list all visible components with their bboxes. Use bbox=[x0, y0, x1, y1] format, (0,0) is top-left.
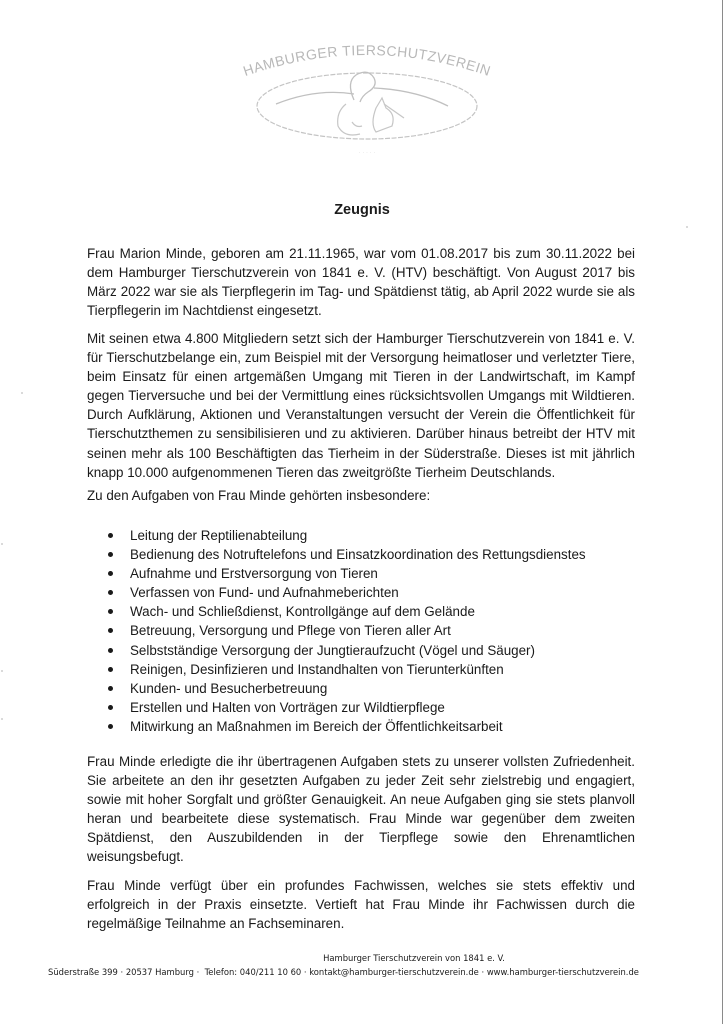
list-item: Betreuung, Versorgung und Pflege von Tieren aller Art bbox=[105, 621, 586, 640]
list-item: Bedienung des Notruftelefons und Einsatzkoordination des Rettungsdienstes bbox=[105, 545, 586, 564]
bullet-icon bbox=[108, 705, 113, 710]
organization-logo bbox=[236, 42, 498, 162]
list-item: Verfassen von Fund- und Aufnahmeberichten bbox=[105, 583, 586, 602]
footer-website[interactable]: www.hamburger-tierschutzverein.de bbox=[486, 967, 639, 977]
dog-icon bbox=[373, 98, 404, 132]
list-item: Selbstständige Versorgung der Jungtieraufzucht (Vögel und Säuger) bbox=[105, 641, 586, 660]
list-item: Aufnahme und Erstversorgung von Tieren bbox=[105, 564, 586, 583]
logo-ellipse bbox=[257, 73, 477, 139]
svg-text:· · · · ·: · · · · · bbox=[358, 150, 376, 156]
bullet-icon bbox=[108, 609, 113, 614]
document-title: Zeugnis bbox=[334, 202, 390, 218]
tasks-intro: Zu den Aufgaben von Frau Minde gehörten insbesondere: bbox=[87, 488, 431, 503]
footer-contact bbox=[48, 967, 724, 977]
bullet-icon bbox=[108, 571, 113, 576]
task-list bbox=[105, 526, 586, 736]
page-edge bbox=[722, 0, 723, 1024]
footer-address: Süderstraße 399 · 20537 Hamburg · bbox=[48, 967, 200, 977]
list-item: Wach- und Schließdienst, Kontrollgänge auf dem Gelände bbox=[105, 602, 586, 621]
bullet-icon bbox=[108, 552, 113, 557]
logo-text: HAMBURGER TIERSCHUTZVEREIN bbox=[241, 42, 493, 79]
footer-email[interactable]: kontakt@hamburger-tierschutzverein.de bbox=[309, 967, 479, 977]
bullet-icon bbox=[108, 533, 113, 538]
list-item: Leitung der Reptilienabteilung bbox=[105, 526, 586, 545]
cat-icon bbox=[338, 104, 362, 135]
scan-speck bbox=[1, 670, 3, 672]
list-item: Kunden- und Besucherbetreuung bbox=[105, 679, 586, 698]
bullet-icon bbox=[108, 628, 113, 633]
performance-paragraph: Frau Minde erledigte die ihr übertragenen Aufgaben stets zu unserer vollsten Zufriedenheit. Sie arbeitete an den ihr gesetzten Aufgaben zu jeder Zeit sehr zielstrebig und engagiert, sowie mit hoher Sorgfalt und größter Genauigkeit. An neue Aufgaben ging sie stets planvoll heran und bearbeitete diese systematisch. Frau Minde war gegenüber dem zweiten Spätdienst, den Auszubildenden in der Tierpflege sowie den Ehrenamtlichen weisungsbefugt. bbox=[87, 754, 635, 865]
organization-paragraph: Mit seinen etwa 4.800 Mitgliedern setzt sich der Hamburger Tierschutzverein von 1841 e. V. für Tierschutzbelange ein, zum Beispiel mit der Versorgung heimatloser und verletzter Tiere, beim Einsatz für einen artgemäßen Umgang mit Tieren in der Landwirtschaft, im Kampf gegen Tierversuche und bei der Vermittlung eines rücksichtsvollen Umgangs mit Wildtieren. Durch Aufklärung, Aktionen und Veranstaltungen versucht der Verein die Öffentlichkeit für Tierschutzthemen zu sensibilisieren und zu aktivieren. Darüber hinaus betreibt der HTV mit seinen mehr als 100 Beschäftigten das Tierheim in der Süderstraße. Dieses ist mit jährlich knapp 10.000 aufgenommenen Tieren das zweitgrößte Tierheim Deutschlands. bbox=[87, 331, 635, 480]
list-item: Mitwirkung an Maßnahmen im Bereich der Öffentlichkeitsarbeit bbox=[105, 717, 586, 736]
footer-separator: · bbox=[478, 967, 487, 977]
scan-speck bbox=[686, 226, 688, 228]
scan-speck bbox=[1, 543, 3, 545]
bullet-icon bbox=[108, 667, 113, 672]
scan-speck bbox=[21, 392, 23, 394]
footer-phone: Telefon: 040/211 10 60 · bbox=[204, 967, 307, 977]
bullet-icon bbox=[108, 648, 113, 653]
list-item: Erstellen und Halten von Vorträgen zur Wildtierpflege bbox=[105, 698, 586, 717]
list-item: Reinigen, Desinfizieren und Instandhalten von Tierunterkünften bbox=[105, 660, 586, 679]
employment-paragraph: Frau Marion Minde, geboren am 21.11.1965, war vom 01.08.2017 bis zum 30.11.2022 bei dem Hamburger Tierschutzverein von 1841 e. V. (HTV) beschäftigt. Von August 2017 bis März 2022 war sie als Tierpflegerin im Tag- und Spätdienst tätig, ab April 2022 wurde sie als Tierpflegerin im Nachtdienst eingesetzt. bbox=[87, 246, 635, 319]
footer-organization: Hamburger Tierschutzverein von 1841 e. V. bbox=[323, 953, 505, 963]
scan-speck bbox=[1, 718, 3, 720]
bullet-icon bbox=[108, 686, 113, 691]
bullet-icon bbox=[108, 724, 113, 729]
expertise-paragraph: Frau Minde verfügt über ein profundes Fachwissen, welches sie stets effektiv und erfolgreich in der Praxis einsetzte. Vertieft hat Frau Minde ihr Fachwissen durch die regelmäßige Teilnahme an Fachseminaren. bbox=[87, 878, 635, 932]
bullet-icon bbox=[108, 590, 113, 595]
